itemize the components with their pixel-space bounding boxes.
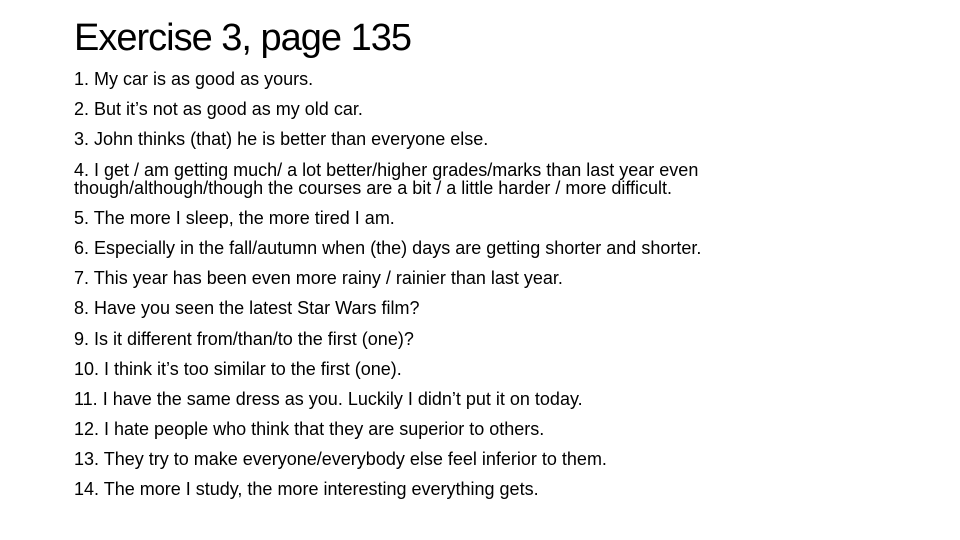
answer-line-13: 13. They try to make everyone/everybody else feel inferior to them. xyxy=(74,449,607,470)
answer-line-9: 9. Is it different from/than/to the first (one)? xyxy=(74,328,414,349)
answer-line-14: 14. The more I study, the more interesting everything gets. xyxy=(74,479,539,500)
answer-line-11: 11. I have the same dress as you. Luckily I didn’t put it on today. xyxy=(74,388,583,409)
answer-line-8: 8. Have you seen the latest Star Wars film? xyxy=(74,298,420,319)
answer-line-5: 5. The more I sleep, the more tired I am. xyxy=(74,207,395,228)
answer-line-2: 2. But it’s not as good as my old car. xyxy=(74,99,363,120)
answer-line-6: 6. Especially in the fall/autumn when (the) days are getting shorter and shorter. xyxy=(74,237,702,258)
answer-line-10: 10. I think it’s too similar to the first (one). xyxy=(74,358,402,379)
slide-title: Exercise 3, page 135 xyxy=(74,17,412,59)
answer-line-12: 12. I hate people who think that they are superior to others. xyxy=(74,419,545,440)
answer-list xyxy=(74,70,874,511)
answer-line-1: 1. My car is as good as yours. xyxy=(74,69,314,89)
answer-line-4: 4. I get / am getting much/ a lot better/higher grades/marks than last year even though/although/though the courses are a bit / a little harder / more difficult. xyxy=(74,159,699,198)
answer-line-7: 7. This year has been even more rainy / rainier than last year. xyxy=(74,268,563,289)
answer-line-3: 3. John thinks (that) he is better than everyone else. xyxy=(74,129,489,150)
